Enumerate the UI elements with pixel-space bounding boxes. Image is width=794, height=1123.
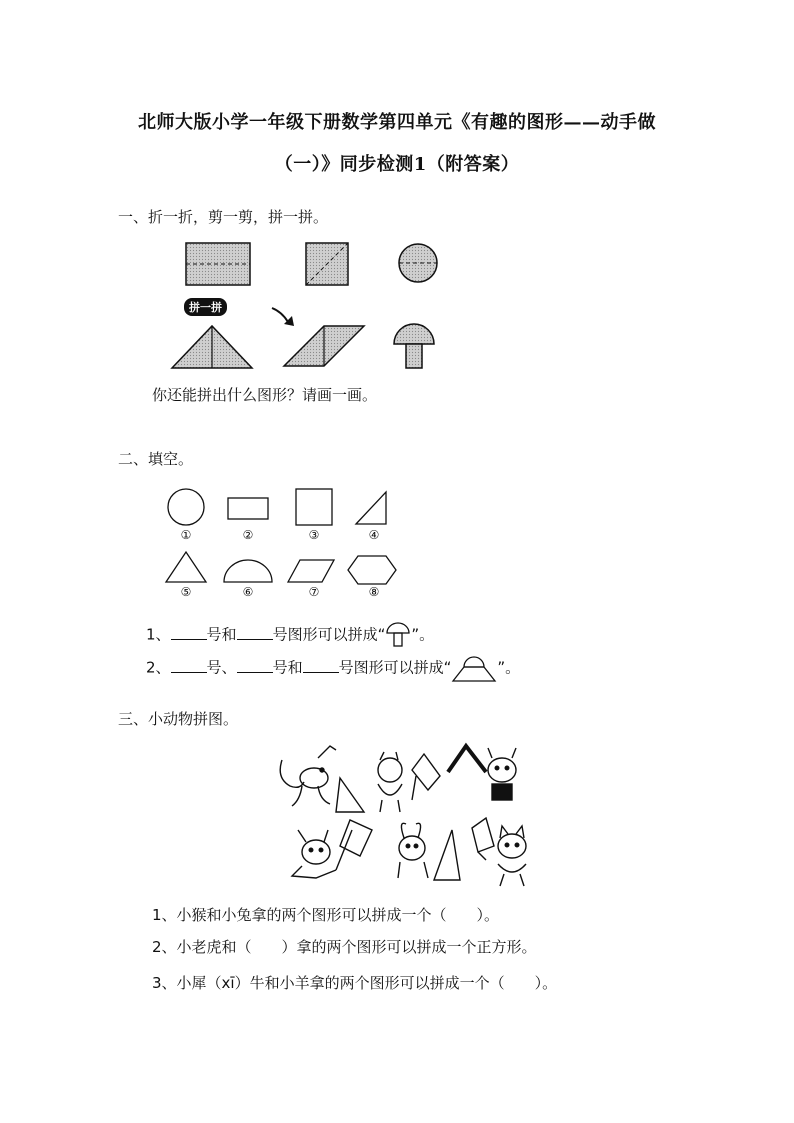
section-3-question-3: 3、小犀（xī）牛和小羊拿的两个图形可以拼成一个（ ）。	[152, 974, 558, 992]
rhino-shape	[448, 746, 486, 772]
tiger-shape	[412, 754, 440, 790]
label-5: ⑤	[180, 585, 192, 599]
q1-prefix: 1、	[146, 625, 171, 644]
tiger-figure	[378, 752, 402, 812]
title-line-1: 北师大版小学一年级下册数学第四单元《有趣的图形——动手做	[138, 112, 656, 133]
q2-prefix: 2、	[146, 658, 171, 677]
q1-text-2: 号图形可以拼成“	[272, 625, 386, 644]
label-3: ③	[308, 528, 320, 542]
q1-text-1: 号和	[206, 625, 237, 644]
label-7: ⑦	[308, 585, 320, 599]
section-2-heading: 二、填空。	[118, 450, 194, 468]
goat-shape	[340, 820, 372, 856]
goat-figure	[292, 830, 336, 878]
q2-text-3: 号图形可以拼成“	[338, 658, 452, 677]
label-6: ⑥	[242, 585, 254, 599]
title-line-2: （一）》同步检测1（附答案）	[274, 154, 520, 175]
label-8: ⑧	[368, 585, 380, 599]
section-3-question-2: 2、小老虎和（ ）拿的两个图形可以拼成一个正方形。	[152, 938, 537, 956]
section-3-heading: 三、小动物拼图。	[118, 710, 239, 728]
monkey-figure	[280, 746, 336, 806]
section-1-question: 你还能拼出什么图形？请画一画。	[152, 386, 378, 404]
cat-figure	[498, 826, 526, 886]
label-1: ①	[180, 528, 192, 542]
rhino-figure	[488, 748, 516, 800]
rabbit-triangle	[434, 830, 460, 880]
label-4: ④	[368, 528, 380, 542]
monkey-triangle	[336, 778, 364, 812]
q1-end: ”。	[411, 625, 435, 644]
q2-end: ”。	[497, 658, 521, 677]
q2-text-1: 号、	[206, 658, 237, 677]
section-3-question-1: 1、小猴和小兔拿的两个图形可以拼成一个（ ）。	[152, 906, 500, 924]
cat-shape	[472, 818, 494, 852]
section-1-heading: 一、折一折，剪一剪，拼一拼。	[118, 208, 329, 226]
rabbit-figure	[398, 823, 428, 878]
label-2: ②	[242, 528, 254, 542]
q2-text-2: 号和	[272, 658, 303, 677]
badge-pin-yi-pin: 拼一拼	[184, 298, 227, 316]
